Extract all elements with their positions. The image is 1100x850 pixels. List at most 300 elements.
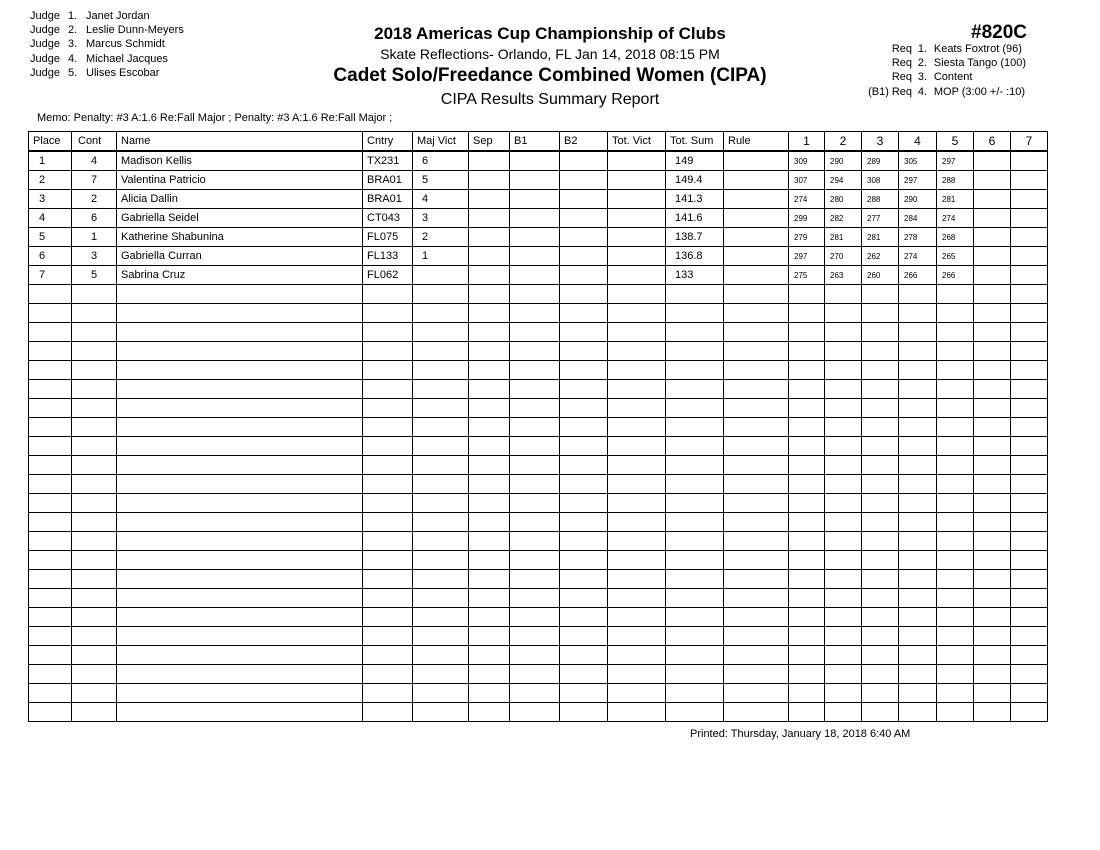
empty-cell [413,570,469,589]
column-header: 6 [974,132,1011,152]
empty-cell [469,684,510,703]
empty-cell [1011,513,1048,532]
empty-cell [29,399,72,418]
requirement-number: 3. [917,71,928,84]
empty-cell [117,361,363,380]
empty-cell [724,551,789,570]
judge1-score: 279 [789,228,825,247]
empty-cell [825,513,862,532]
empty-cell [862,361,899,380]
empty-cell [1011,437,1048,456]
empty-cell [117,456,363,475]
judge2-score: 281 [825,228,862,247]
b2-cell [560,190,608,209]
empty-cell [937,627,974,646]
name-cell: Sabrina Cruz [117,266,363,285]
empty-cell [510,323,560,342]
empty-cell [469,475,510,494]
empty-cell [117,608,363,627]
empty-cell [862,646,899,665]
empty-cell [117,437,363,456]
empty-cell [117,304,363,323]
empty-cell [862,399,899,418]
empty-cell [117,475,363,494]
rule-cell [724,209,789,228]
empty-row [29,437,1048,456]
empty-cell [937,608,974,627]
empty-cell [29,361,72,380]
empty-cell [363,513,413,532]
empty-cell [666,646,724,665]
empty-cell [666,665,724,684]
empty-row [29,627,1048,646]
empty-cell [1011,532,1048,551]
empty-cell [469,456,510,475]
empty-cell [469,418,510,437]
empty-row [29,494,1048,513]
empty-cell [937,513,974,532]
empty-cell [608,570,666,589]
empty-cell [72,418,117,437]
tot-vict-cell [608,209,666,228]
empty-cell [899,646,937,665]
empty-cell [72,608,117,627]
contestant-cell: 7 [72,171,117,190]
empty-cell [974,380,1011,399]
empty-cell [899,703,937,722]
empty-cell [937,532,974,551]
empty-cell [413,684,469,703]
empty-cell [666,418,724,437]
column-header: 7 [1011,132,1048,152]
empty-cell [937,646,974,665]
sep-cell [469,247,510,266]
empty-cell [825,627,862,646]
empty-row [29,399,1048,418]
column-header: 4 [899,132,937,152]
empty-cell [363,418,413,437]
empty-cell [560,323,608,342]
empty-cell [560,608,608,627]
requirement-label: Req [891,71,913,84]
empty-cell [974,608,1011,627]
empty-cell [724,608,789,627]
tot-sum-cell: 138.7 [666,228,724,247]
empty-cell [789,684,825,703]
empty-cell [413,475,469,494]
tot-sum-cell: 149.4 [666,171,724,190]
empty-cell [974,437,1011,456]
empty-cell [1011,361,1048,380]
empty-cell [510,665,560,684]
empty-cell [862,703,899,722]
empty-cell [608,456,666,475]
requirement-entry [861,42,1026,56]
empty-cell [825,456,862,475]
empty-cell [724,627,789,646]
empty-cell [413,665,469,684]
empty-cell [899,361,937,380]
judge3-score: 289 [862,151,899,171]
judge3-score: 288 [862,190,899,209]
empty-cell [1011,380,1048,399]
judge3-score: 308 [862,171,899,190]
empty-cell [72,646,117,665]
empty-cell [825,475,862,494]
judge1-score: 309 [789,151,825,171]
event-number: #820C [971,22,1027,43]
empty-cell [363,323,413,342]
empty-cell [29,494,72,513]
judge5-score: 281 [937,190,974,209]
empty-cell [510,437,560,456]
empty-cell [560,684,608,703]
report-subtitle: CIPA Results Summary Report [440,91,660,108]
empty-cell [825,304,862,323]
empty-cell [413,532,469,551]
empty-cell [1011,589,1048,608]
empty-cell [789,418,825,437]
judge-number: 3. [68,38,78,51]
empty-cell [666,304,724,323]
empty-cell [72,285,117,304]
empty-cell [1011,570,1048,589]
empty-cell [862,513,899,532]
empty-row [29,665,1048,684]
empty-cell [825,361,862,380]
empty-cell [724,380,789,399]
empty-row [29,608,1048,627]
empty-cell [825,551,862,570]
empty-cell [862,456,899,475]
empty-cell [608,361,666,380]
place-cell: 3 [29,190,72,209]
empty-cell [666,399,724,418]
judge5-score: 266 [937,266,974,285]
column-header: 2 [825,132,862,152]
b2-cell [560,209,608,228]
report-title-block [290,23,810,111]
empty-cell [724,418,789,437]
empty-cell [72,665,117,684]
empty-cell [1011,703,1048,722]
empty-cell [724,456,789,475]
empty-cell [862,418,899,437]
empty-cell [72,551,117,570]
empty-cell [117,399,363,418]
requirement-text: Siesta Tango (100) [933,57,1026,70]
judge5-score: 288 [937,171,974,190]
empty-cell [413,380,469,399]
empty-cell [974,703,1011,722]
empty-cell [510,475,560,494]
empty-cell [469,285,510,304]
b1-cell [510,171,560,190]
table-row [29,151,1048,171]
empty-cell [413,494,469,513]
empty-cell [117,323,363,342]
empty-cell [937,342,974,361]
empty-cell [1011,665,1048,684]
empty-cell [825,437,862,456]
name-cell: Madison Kellis [117,151,363,171]
judge7-score [1011,151,1048,171]
empty-cell [72,513,117,532]
empty-row [29,570,1048,589]
empty-row [29,380,1048,399]
contestant-cell: 5 [72,266,117,285]
judge5-score: 274 [937,209,974,228]
rule-cell [724,171,789,190]
empty-cell [510,494,560,513]
empty-cell [117,494,363,513]
empty-cell [469,304,510,323]
empty-cell [469,380,510,399]
empty-cell [469,627,510,646]
empty-cell [510,646,560,665]
empty-cell [974,399,1011,418]
empty-cell [899,570,937,589]
empty-cell [974,475,1011,494]
empty-cell [117,684,363,703]
empty-cell [789,342,825,361]
judge-label: Judge [30,24,60,37]
empty-cell [608,323,666,342]
empty-cell [937,570,974,589]
empty-cell [413,418,469,437]
requirement-entry [861,85,1026,99]
empty-cell [724,665,789,684]
requirement-entry [861,70,1026,84]
empty-cell [510,570,560,589]
empty-cell [666,380,724,399]
empty-cell [413,627,469,646]
requirement-number: 1. [917,43,928,55]
empty-cell [29,665,72,684]
place-cell: 4 [29,209,72,228]
maj-vict-cell: 4 [413,190,469,209]
column-header: Cntry [363,132,413,152]
judge3-score: 277 [862,209,899,228]
empty-cell [862,589,899,608]
empty-cell [724,684,789,703]
empty-cell [974,665,1011,684]
judge7-score [1011,190,1048,209]
empty-cell [560,380,608,399]
empty-cell [72,342,117,361]
table-row [29,171,1048,190]
judge4-score: 266 [899,266,937,285]
empty-cell [666,494,724,513]
judge4-score: 290 [899,190,937,209]
country-cell: BRA01 [363,190,413,209]
empty-cell [666,684,724,703]
empty-cell [29,551,72,570]
column-header: 3 [862,132,899,152]
empty-cell [789,608,825,627]
judge6-score [974,266,1011,285]
empty-cell [608,399,666,418]
judge2-score: 294 [825,171,862,190]
judge6-score [974,190,1011,209]
empty-cell [666,342,724,361]
empty-row [29,285,1048,304]
empty-cell [413,608,469,627]
empty-cell [899,551,937,570]
place-cell: 1 [29,151,72,171]
judge-number: 5. [68,66,78,79]
empty-cell [560,399,608,418]
place-cell: 5 [29,228,72,247]
rule-cell [724,190,789,209]
empty-cell [862,323,899,342]
empty-cell [469,570,510,589]
maj-vict-cell [413,266,469,285]
empty-cell [413,437,469,456]
empty-cell [937,589,974,608]
empty-cell [608,608,666,627]
empty-cell [413,703,469,722]
judge-entry [30,37,184,51]
maj-vict-cell: 6 [413,151,469,171]
b1-cell [510,228,560,247]
empty-cell [789,304,825,323]
column-header: Name [117,132,363,152]
tot-sum-cell: 141.3 [666,190,724,209]
empty-cell [469,399,510,418]
judge-name: Marcus Schmidt [86,38,165,51]
tot-vict-cell [608,151,666,171]
name-cell: Valentina Patricio [117,171,363,190]
empty-cell [937,684,974,703]
b2-cell [560,228,608,247]
empty-cell [862,342,899,361]
empty-cell [862,684,899,703]
empty-cell [117,589,363,608]
judge5-score: 297 [937,151,974,171]
empty-cell [724,475,789,494]
country-cell: FL133 [363,247,413,266]
empty-cell [560,456,608,475]
contestant-cell: 2 [72,190,117,209]
column-header: Sep [469,132,510,152]
empty-cell [899,323,937,342]
empty-row [29,589,1048,608]
place-cell: 7 [29,266,72,285]
contestant-cell: 4 [72,151,117,171]
empty-cell [789,570,825,589]
empty-row [29,551,1048,570]
maj-vict-cell: 5 [413,171,469,190]
empty-row [29,532,1048,551]
empty-cell [899,342,937,361]
sep-cell [469,266,510,285]
empty-cell [363,456,413,475]
judge7-score [1011,247,1048,266]
empty-cell [825,665,862,684]
empty-cell [117,627,363,646]
empty-cell [724,323,789,342]
empty-cell [560,646,608,665]
empty-cell [29,532,72,551]
judge4-score: 305 [899,151,937,171]
empty-cell [117,532,363,551]
judges-list [30,9,184,80]
empty-cell [29,285,72,304]
empty-cell [862,532,899,551]
empty-cell [789,285,825,304]
empty-cell [510,513,560,532]
empty-cell [413,646,469,665]
empty-cell [899,589,937,608]
empty-cell [974,323,1011,342]
empty-cell [974,418,1011,437]
empty-cell [724,437,789,456]
requirement-label: Req [891,85,913,98]
empty-cell [789,703,825,722]
judge1-score: 297 [789,247,825,266]
empty-cell [974,513,1011,532]
empty-cell [413,285,469,304]
empty-cell [560,551,608,570]
empty-cell [510,361,560,380]
empty-cell [469,646,510,665]
judge1-score: 307 [789,171,825,190]
empty-cell [29,627,72,646]
empty-cell [29,437,72,456]
empty-cell [825,418,862,437]
empty-cell [608,646,666,665]
judge2-score: 290 [825,151,862,171]
empty-cell [608,380,666,399]
column-header: Cont [72,132,117,152]
empty-cell [899,456,937,475]
empty-cell [666,513,724,532]
sep-cell [469,171,510,190]
event-title: Cadet Solo/Freedance Combined Women (CIPA) [333,65,767,86]
empty-row [29,361,1048,380]
empty-cell [899,532,937,551]
column-header: Tot. Sum [666,132,724,152]
empty-cell [510,589,560,608]
empty-cell [363,570,413,589]
empty-cell [899,380,937,399]
b1-cell [510,190,560,209]
empty-cell [789,532,825,551]
empty-cell [666,323,724,342]
empty-cell [862,627,899,646]
contestant-cell: 3 [72,247,117,266]
empty-cell [937,665,974,684]
empty-cell [937,437,974,456]
judge7-score [1011,209,1048,228]
empty-cell [469,589,510,608]
empty-cell [789,494,825,513]
tot-vict-cell [608,266,666,285]
empty-cell [789,513,825,532]
empty-cell [862,494,899,513]
empty-cell [29,684,72,703]
empty-cell [413,399,469,418]
empty-cell [666,608,724,627]
empty-row [29,703,1048,722]
empty-cell [510,684,560,703]
empty-cell [724,703,789,722]
empty-cell [608,513,666,532]
empty-cell [117,513,363,532]
empty-cell [724,570,789,589]
empty-cell [560,361,608,380]
